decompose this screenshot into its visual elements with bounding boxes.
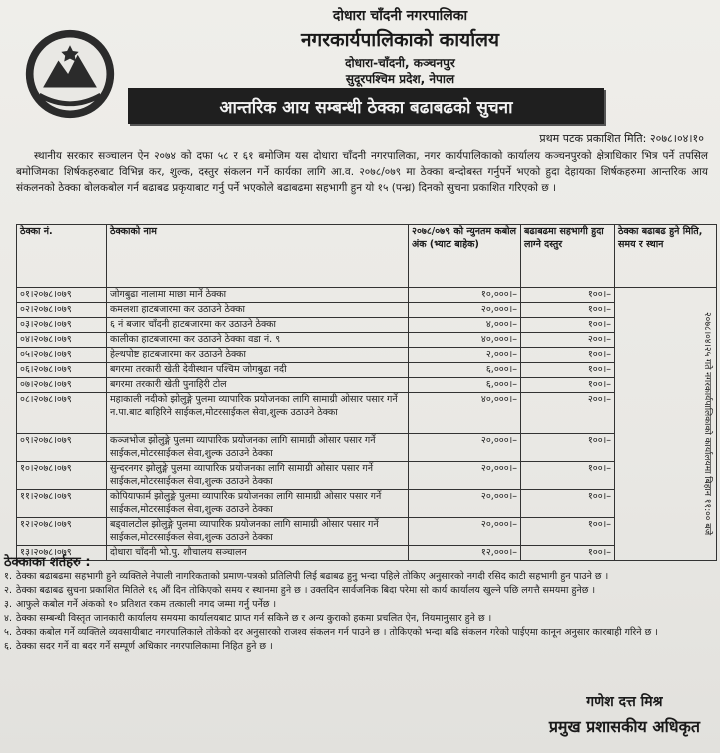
tender-number: ०४।२०७८।०७९ bbox=[17, 333, 107, 348]
tender-name: बगरमा तरकारी खेती देवीस्थान पश्चिम जोगबुढा नदी bbox=[107, 363, 409, 378]
condition-number: ५. bbox=[4, 627, 12, 638]
tender-name: कालीका हाटबजारमा कर उठाउने ठेक्का वडा नं. ९ bbox=[107, 333, 409, 348]
participation-fee: १००।– bbox=[521, 363, 615, 378]
participation-fee: १००।– bbox=[521, 546, 615, 561]
condition-number: १. bbox=[4, 571, 12, 582]
min-bid-amount: ६,०००।– bbox=[409, 378, 521, 393]
tender-name: बड्वालटोल झोलुङ्गे पुलमा व्यापारिक प्रयोजनका लागि सामाग्री ओसार पसार गर्ने साईकल,मोटरसाईकल सेवा,शुल्क उठाउने ठेक्का bbox=[107, 518, 409, 546]
conditions-title: ठेक्काका शर्तहरु : bbox=[4, 555, 91, 570]
signature-block bbox=[549, 692, 700, 737]
table-row bbox=[17, 434, 717, 462]
min-bid-amount: २०,०००।– bbox=[409, 490, 521, 518]
condition-text: आफुले कबोल गर्ने अंकको १० प्रतिशत रकम तत्काली नगद जम्मा गर्नु पर्नेछ । bbox=[16, 599, 277, 610]
participation-fee: १००।– bbox=[521, 303, 615, 318]
tender-name: कञ्जभोज झोलुङ्गे पुलमा व्यापारिक प्रयोजनका लागि सामाग्री ओसार पसार गर्ने साईकल,मोटरसाईकल सेवा,शुल्क उठाउने ठेक्का bbox=[107, 434, 409, 462]
office-name: नगरकार्यपालिकाको कार्यालय bbox=[300, 29, 500, 51]
condition-item bbox=[4, 640, 708, 654]
tender-number: ०३।२०७८।०७९ bbox=[17, 318, 107, 333]
min-bid-amount: २०,०००।– bbox=[409, 518, 521, 546]
condition-item bbox=[4, 626, 708, 640]
signatory-designation: प्रमुख प्रशासकीय अधिकृत bbox=[548, 717, 700, 736]
tender-number: १२।२०७८।०७९ bbox=[17, 518, 107, 546]
participation-fee: २००।– bbox=[521, 393, 615, 434]
notice-header bbox=[0, 4, 720, 129]
table-row bbox=[17, 303, 717, 318]
condition-number: ३. bbox=[4, 599, 12, 610]
condition-number: ६. bbox=[4, 641, 12, 652]
header-tender-name: ठेक्काको नाम bbox=[107, 225, 409, 288]
condition-number: ४. bbox=[4, 613, 12, 624]
min-bid-amount: १०,०००।– bbox=[409, 288, 521, 303]
condition-text: ठेक्का बढाबढमा सहभागी हुने व्यक्तिले नेपाली नागरिकताको प्रमाण-पत्रको प्रतिलिपी लिई बढाबढ हुनु भन्दा पहिले तोकिए अनुसारको नगदी रसिद काटी सहभागी हुन पाउने छ । bbox=[16, 571, 609, 582]
min-bid-amount: २०,०००।– bbox=[409, 462, 521, 490]
tender-name: दोधारा चाँदनी भो.पु. शौचालय सञ्चालन bbox=[107, 546, 409, 561]
table-header-row bbox=[17, 225, 717, 288]
participation-fee: १००।– bbox=[521, 288, 615, 303]
table-row bbox=[17, 518, 717, 546]
min-bid-amount: ४०,०००।– bbox=[409, 393, 521, 434]
condition-item bbox=[4, 612, 708, 626]
table-row bbox=[17, 393, 717, 434]
condition-item bbox=[4, 584, 708, 598]
header-participation-fee: बढाबढमा सहभागी हुदा लाग्ने दस्तुर bbox=[521, 225, 615, 288]
municipality-name: दोधारा चाँदनी नगरपालिका bbox=[332, 8, 468, 24]
condition-text: ठेक्का बढाबढ सुचना प्रकाशित मितिले १६ औं दिन तोकिएको समय र स्थानमा हुने छ । उक्तदिन सार्वजनिक बिदा परेमा सो कार्य कार्यालय खुल्ने पछि लगत्तै समयमा हुनेछ । bbox=[16, 585, 596, 596]
table-row bbox=[17, 490, 717, 518]
min-bid-amount: २,०००।– bbox=[409, 348, 521, 363]
participation-fee: १००।– bbox=[521, 434, 615, 462]
bid-date-time-place: २०७८।०४।२५ गते नगरकार्यपालिकाको कार्यालयमा बिहान ११:०० बजे bbox=[615, 288, 717, 561]
participation-fee: १००।– bbox=[521, 490, 615, 518]
min-bid-amount: ६,०००।– bbox=[409, 363, 521, 378]
participation-fee: १००।– bbox=[521, 518, 615, 546]
min-bid-amount: २०,०००।– bbox=[409, 303, 521, 318]
participation-fee: १००।– bbox=[521, 462, 615, 490]
condition-text: ठेक्का सदर गर्ने वा बदर गर्ने सम्पूर्ण अधिकार नगरपालिकामा निहित हुने छ । bbox=[16, 641, 273, 652]
conditions-list bbox=[4, 570, 708, 654]
tender-number: ०२।२०७८।०७९ bbox=[17, 303, 107, 318]
tender-number: ०१।२०७८।०७९ bbox=[17, 288, 107, 303]
tender-number: ०७।२०७८।०७९ bbox=[17, 378, 107, 393]
table-row bbox=[17, 288, 717, 303]
tender-name: सुन्दरनगर झोलुङ्गे पुलमा व्यापारिक प्रयोजनका लागि सामाग्री ओसार पसार गर्ने साईकल,मोटरसाईकल सेवा,शुल्क उठाउने ठेक्का bbox=[107, 462, 409, 490]
tender-number: ०६।२०७८।०७९ bbox=[17, 363, 107, 378]
tender-name: बगरमा तरकारी खेती पुनाहिरी टोल bbox=[107, 378, 409, 393]
office-address: दोधारा-चाँदनी, कञ्चनपुर bbox=[345, 56, 455, 70]
province-name: सुदूरपश्चिम प्रदेश, नेपाल bbox=[345, 72, 455, 86]
min-bid-amount: २०,०००।– bbox=[409, 434, 521, 462]
participation-fee: २००।– bbox=[521, 333, 615, 348]
tender-number: ११।२०७८।०७९ bbox=[17, 490, 107, 518]
table-row bbox=[17, 462, 717, 490]
table-row bbox=[17, 333, 717, 348]
tender-name: जोगबुढा नालामा माछा मार्ने ठेक्का bbox=[107, 288, 409, 303]
participation-fee: १००।– bbox=[521, 318, 615, 333]
tender-name: हेल्थपोष्ट हाटबजारमा कर उठाउने ठेक्का bbox=[107, 348, 409, 363]
table-row bbox=[17, 318, 717, 333]
tender-name: कोपियाफार्म झोलुङ्गे पुलमा व्यापारिक प्रयोजनका लागि सामाग्री ओसार पसार गर्ने साईकल,मोटरसाईकल सेवा,शुल्क उठाउने ठेक्का bbox=[107, 490, 409, 518]
tender-table bbox=[16, 224, 717, 561]
table-row bbox=[17, 363, 717, 378]
participation-fee: १००।– bbox=[521, 348, 615, 363]
tender-number: १०।२०७८।०७९ bbox=[17, 462, 107, 490]
tender-number: १३।२०७८।०७९ bbox=[17, 546, 107, 561]
tender-name: महाकाली नदीको झोलुङ्गे पुलमा व्यापारिक प्रयोजनका लागि सामाग्री ओसार पसार गर्ने न.पा.बाट बाहिरिने साईकल,मोटरसाईकल सेवा,शुल्क उठाउने ठेक्का bbox=[107, 393, 409, 434]
condition-number: २. bbox=[4, 585, 12, 596]
table-row bbox=[17, 546, 717, 561]
min-bid-amount: ४०,०००।– bbox=[409, 333, 521, 348]
publication-date: प्रथम पटक प्रकाशित मिति: २०७८।०४।१० bbox=[539, 132, 704, 145]
condition-text: ठेक्का कबोल गर्ने व्यक्तिले व्यवसायीबाट नगरपालिकाले तोकेको दर अनुसारको राजश्व संकलन गर्न पाउने छ । तोकिएको भन्दा बढि संकलन गरेको पाईएमा कानून अनुसार कारबाही गरिने छ । bbox=[16, 627, 658, 638]
table-row bbox=[17, 378, 717, 393]
notice-intro-paragraph: स्थानीय सरकार सञ्चालन ऐन २०७४ को दफा ५८ र ६१ बमोजिम यस दोधारा चाँदनी नगरपालिका, नगर कार्यपालिकाको कार्यालय कञ्चनपुरको क्षेत्राधिकार भित्र पर्ने तपसिल बमोजिमका शिर्षकहरुबाट विभिन्न कर, शुल्क, दस्तुर संकलन गर्ने कार्यका लागि आ.व. २०७८/०७९ मा ठेक्का बन्दोबस्त गर्नुपर्ने भएको हुदा देहायका शिर्षकहरुमा आन्तरिक आय संकलनको ठेक्का बोलकबोल गर्न बढाबढ प्रकृयाबाट गर्नु पर्ने भएकोले बढाबढमा सहभागी हुन यो १५ (पन्ध्र) दिनको सुचना प्रकाशित गरिएको छ । bbox=[16, 150, 708, 194]
condition-item bbox=[4, 570, 708, 584]
notice-title-banner: आन्तरिक आय सम्बन्धी ठेक्का बढाबढको सुचना bbox=[128, 88, 604, 124]
min-bid-amount: ४,०००।– bbox=[409, 318, 521, 333]
table-row bbox=[17, 348, 717, 363]
min-bid-amount: १२,०००।– bbox=[409, 546, 521, 561]
participation-fee: १००।– bbox=[521, 378, 615, 393]
tender-number: ०५।२०७८।०७९ bbox=[17, 348, 107, 363]
header-tender-number: ठेक्का नं. bbox=[17, 225, 107, 288]
header-date-time-place: ठेक्का बढाबढ हुने मिति, समय र स्थान bbox=[615, 225, 717, 288]
condition-item bbox=[4, 598, 708, 612]
tender-name: कमलशा हाटबजारमा कर उठाउने ठेक्का bbox=[107, 303, 409, 318]
tender-number: ०८।२०७८।०७९ bbox=[17, 393, 107, 434]
header-min-bid-amount: २०७८/०७९ को न्युनतम कबोल अंक (भ्याट बाहेक) bbox=[409, 225, 521, 288]
tender-number: ०९।२०७८।०७९ bbox=[17, 434, 107, 462]
tender-name: ६ नं बजार चाँदनी हाटबजारमा कर उठाउने ठेक्का bbox=[107, 318, 409, 333]
condition-text: ठेक्का सम्बन्धी विस्तृत जानकारी कार्यालय समयमा कार्यालयबाट प्राप्त गर्न सकिने छ र अन्य कुराको हकमा प्रचलित ऐन, नियमानुसार हुने छ । bbox=[16, 613, 492, 624]
signatory-name: गणेश दत्त मिश्र bbox=[586, 694, 663, 710]
